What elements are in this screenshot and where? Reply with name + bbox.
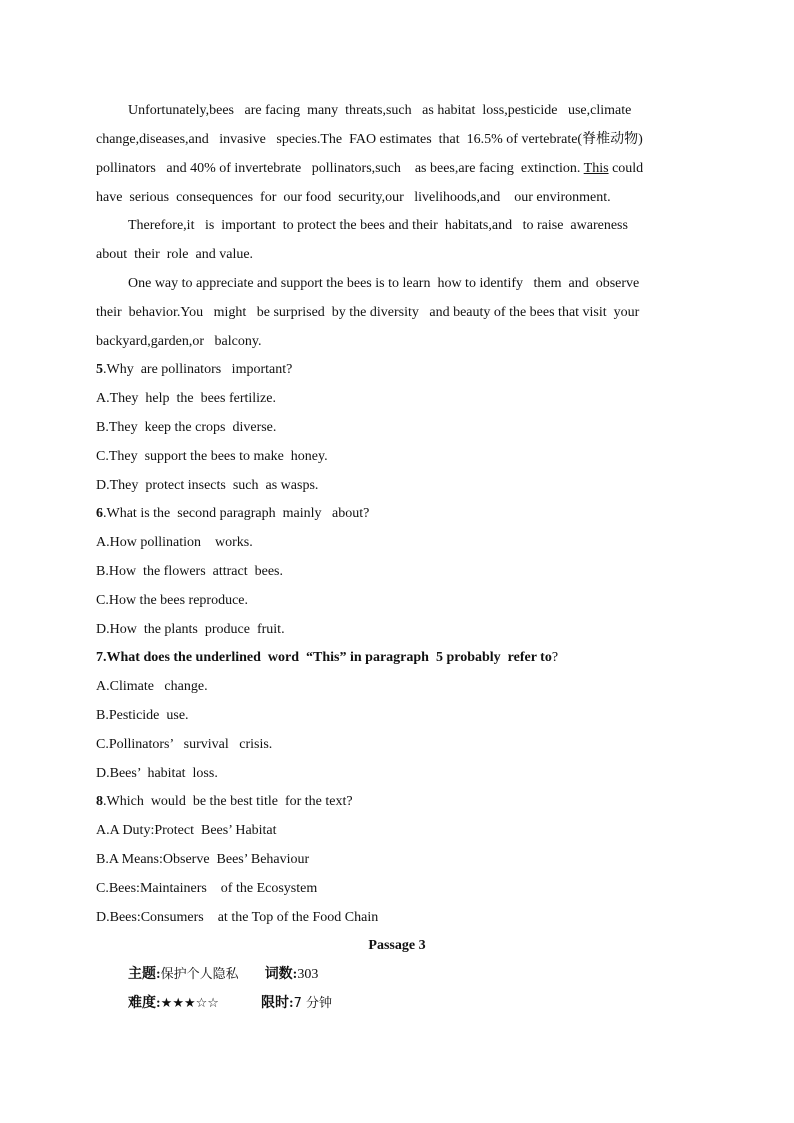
paragraph-1-line-1: Unfortunately,bees are facing many threats,such as habitat loss,pesticide use,climate [128,103,632,118]
paragraph-1-line-3-end: could [608,161,644,176]
question-7-option-c[interactable]: C.Pollinators’ survival crisis. [96,737,273,752]
question-6-option-b[interactable]: B.How the flowers attract bees. [96,564,283,579]
word-count-value: 303 [297,967,319,982]
question-7-text: .What does the underlined word “This” in paragraph 5 probably refer to [103,650,552,665]
question-5-option-c[interactable]: C.They support the bees to make honey. [96,449,328,464]
question-6-number: 6 [96,506,103,521]
question-5-number: 5 [96,362,103,377]
question-5-stem [96,359,716,381]
question-6-option-d[interactable]: D.How the plants produce fruit. [96,622,285,637]
question-7-number: 7 [96,650,103,665]
paragraph-2-line-1: Therefore,it is important to protect the bees and their habitats,and to raise awareness [128,218,628,233]
word-count-label: 词数: [264,967,298,982]
passage-3-difficulty-line [128,993,748,1015]
question-8-number: 8 [96,794,103,809]
paragraph-1-line-4: have serious consequences for our food security,our livelihoods,and our environment. [96,190,611,205]
question-6-option-a[interactable]: A.How pollination works. [96,535,253,550]
question-5-option-d[interactable]: D.They protect insects such as wasps. [96,478,319,493]
question-7-option-d[interactable]: D.Bees’ habitat loss. [96,766,218,781]
paragraph-3-line-3: backyard,garden,or balcony. [96,334,262,349]
question-8-option-a[interactable]: A.A Duty:Protect Bees’ Habitat [96,823,277,838]
question-7-option-b[interactable]: B.Pesticide use. [96,708,189,723]
topic-value: 保护个人隐私 [160,967,239,982]
question-8-option-d[interactable]: D.Bees:Consumers at the Top of the Food Chain [96,910,379,925]
paragraph-1-line-3 [96,158,716,180]
paragraph-1-line-2: change,diseases,and invasive species.The FAO estimates that 16.5% of vertebrate(脊椎动物) [96,132,643,147]
question-6-text: .What is the second paragraph mainly about? [103,506,370,521]
time-limit-value: 7 分钟 [293,996,333,1011]
question-8-text: .Which would be the best title for the text? [103,794,353,809]
question-5-text: .Why are pollinators important? [103,362,293,377]
question-5-option-b[interactable]: B.They keep the crops diverse. [96,420,277,435]
question-6-option-c[interactable]: C.How the bees reproduce. [96,593,249,608]
underlined-word-this: This [583,161,609,176]
question-7-question-mark: ? [551,650,559,665]
question-7-option-a[interactable]: A.Climate change. [96,679,208,694]
passage-3-topic-line [128,964,748,986]
question-8-stem [96,791,716,813]
question-8-option-b[interactable]: B.A Means:Observe Bees’ Behaviour [96,852,310,867]
paragraph-3-line-2: their behavior.You might be surprised by the diversity and beauty of the bees that visit your [96,305,640,320]
paragraph-3-line-1: One way to appreciate and support the bees is to learn how to identify them and observe [128,276,640,291]
topic-label: 主题: [128,967,161,982]
question-7-stem [96,647,716,669]
passage-3-heading: Passage 3 [368,938,426,953]
paragraph-1-line-3-text: pollinators and 40% of invertebrate pollinators,such as bees,are facing extinction. [96,161,581,176]
question-5-option-a[interactable]: A.They help the bees fertilize. [96,391,276,406]
time-limit-label: 限时: [260,996,294,1011]
paragraph-2-line-2: about their role and value. [96,247,254,262]
question-8-option-c[interactable]: C.Bees:Maintainers of the Ecosystem [96,881,318,896]
question-6-stem [96,503,716,525]
difficulty-label: 难度: [128,996,161,1011]
difficulty-stars: ★★★☆☆ [160,996,219,1011]
